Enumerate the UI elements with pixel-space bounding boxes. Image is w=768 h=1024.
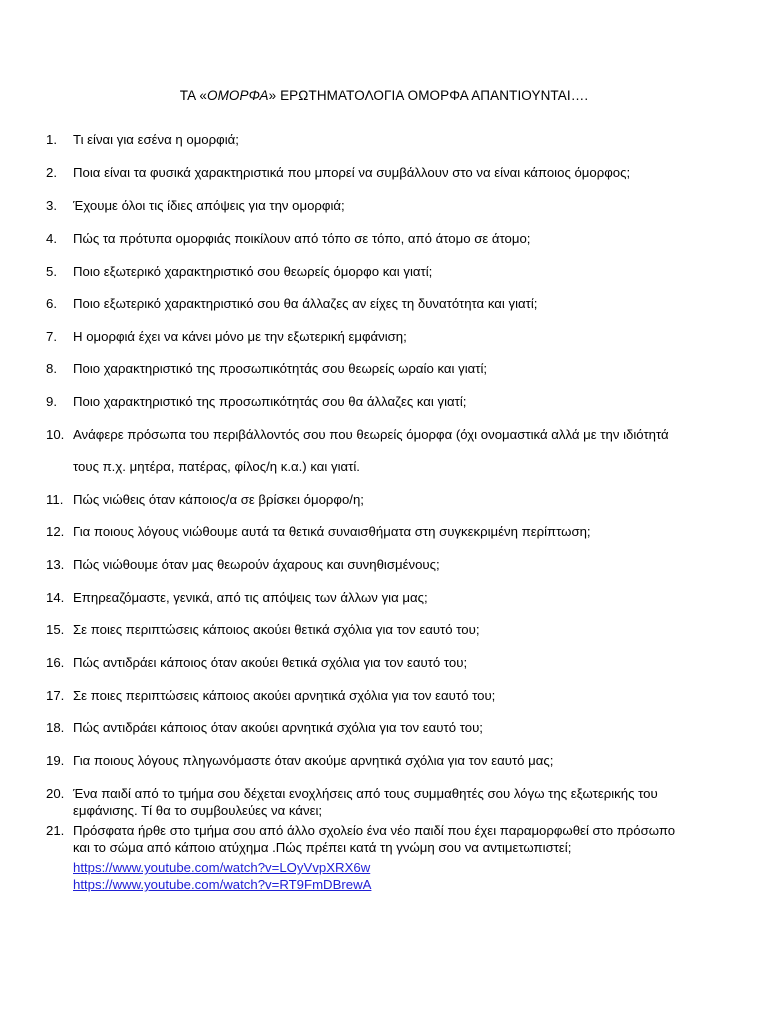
question-text: Ποια είναι τα φυσικά χαρακτηριστικά που μπορεί να συμβάλλουν στο να είναι κάποιος όμορφος; [73, 165, 631, 180]
question-text: Ένα παιδί από το τμήμα σου δέχεται ενοχλήσεις από τους συμμαθητές σου λόγω της εξωτερικής του [73, 786, 658, 801]
question-number: 8. [46, 361, 57, 376]
question-number: 18. [46, 720, 65, 735]
question-number: 13. [46, 557, 65, 572]
question-number: 9. [46, 394, 57, 409]
question-text: Ποιο εξωτερικό χαρακτηριστικό σου θα άλλαζες αν είχες τη δυνατότητα και γιατί; [73, 296, 538, 311]
question-number: 14. [46, 590, 65, 605]
title-prefix: ΤΑ « [179, 88, 207, 103]
question-text: Επηρεαζόμαστε, γενικά, από τις απόψεις των άλλων για μας; [73, 590, 428, 605]
question-text: Ποιο χαρακτηριστικό της προσωπικότητάς σου θα άλλαζες και γιατί; [73, 394, 467, 409]
question-text: Για ποιους λόγους νιώθουμε αυτά τα θετικά συναισθήματα στη συγκεκριμένη περίπτωση; [73, 524, 591, 539]
question-text-continued: και το σώμα από κάποιο ατύχημα .Πώς πρέπει κατά τη γνώμη σου να αντιμετωπιστεί; [73, 840, 572, 855]
question-number: 7. [46, 329, 57, 344]
question-number: 16. [46, 655, 65, 670]
page-title [0, 88, 768, 103]
question-text: Σε ποιες περιπτώσεις κάποιος ακούει αρνητικά σχόλια για τον εαυτό του; [73, 688, 496, 703]
question-number: 1. [46, 132, 57, 147]
question-text-continued: τους π.χ. μητέρα, πατέρας, φίλος/η κ.α.) και γιατί. [73, 459, 360, 474]
question-number: 11. [46, 492, 64, 507]
question-text: Πώς νιώθεις όταν κάποιος/α σε βρίσκει όμορφο/η; [73, 492, 364, 507]
question-number: 20. [46, 786, 65, 801]
question-number: 19. [46, 753, 65, 768]
youtube-link-1[interactable]: https://www.youtube.com/watch?v=LOyVvpXRX6w [73, 860, 371, 875]
question-text: Πρόσφατα ήρθε στο τμήμα σου από άλλο σχολείο ένα νέο παιδί που έχει παραμορφωθεί στο πρόσωπο [73, 823, 676, 838]
question-text: Ποιο χαρακτηριστικό της προσωπικότητάς σου θεωρείς ωραίο και γιατί; [73, 361, 488, 376]
question-text: Ανάφερε πρόσωπα του περιβάλλοντός σου που θεωρείς όμορφα (όχι ονομαστικά αλλά με την ιδιότητά [73, 427, 669, 442]
title-suffix: » ΕΡΩΤΗΜΑΤΟΛΟΓΙΑ ΟΜΟΡΦΑ ΑΠΑΝΤΙΟΥΝΤΑΙ…. [268, 88, 589, 103]
question-number: 2. [46, 165, 57, 180]
question-text: Πώς τα πρότυπα ομορφιάς ποικίλουν από τόπο σε τόπο, από άτομο σε άτομο; [73, 231, 531, 246]
question-text-continued: εμφάνισης. Τί θα το συμβουλεύες να κάνει; [73, 803, 323, 818]
question-text: Πώς αντιδράει κάποιος όταν ακούει αρνητικά σχόλια για τον εαυτό του; [73, 720, 483, 735]
question-text: Έχουμε όλοι τις ίδιες απόψεις για την ομορφιά; [73, 198, 345, 213]
question-number: 17. [46, 688, 65, 703]
youtube-link-2[interactable]: https://www.youtube.com/watch?v=RT9FmDBrewA [73, 877, 372, 892]
question-number: 12. [46, 524, 65, 539]
question-text: Σε ποιες περιπτώσεις κάποιος ακούει θετικά σχόλια για τον εαυτό του; [73, 622, 480, 637]
question-text: Ποιο εξωτερικό χαρακτηριστικό σου θεωρείς όμορφο και γιατί; [73, 264, 433, 279]
question-number: 21. [46, 823, 65, 838]
question-text: Πώς αντιδράει κάποιος όταν ακούει θετικά σχόλια για τον εαυτό του; [73, 655, 468, 670]
question-number: 4. [46, 231, 57, 246]
question-number: 3. [46, 198, 57, 213]
question-number: 10. [46, 427, 65, 442]
question-text: Τι είναι για εσένα η ομορφιά; [73, 132, 239, 147]
title-emphasis: ΟΜΟΡΦΑ [206, 88, 269, 103]
question-text: Πώς νιώθουμε όταν μας θεωρούν άχαρους και συνηθισμένους; [73, 557, 440, 572]
question-number: 6. [46, 296, 57, 311]
question-number: 5. [46, 264, 57, 279]
question-number: 15. [46, 622, 65, 637]
question-text: Η ομορφιά έχει να κάνει μόνο με την εξωτερική εμφάνιση; [73, 329, 407, 344]
question-text: Για ποιους λόγους πληγωνόμαστε όταν ακούμε αρνητικά σχόλια για τον εαυτό μας; [73, 753, 554, 768]
